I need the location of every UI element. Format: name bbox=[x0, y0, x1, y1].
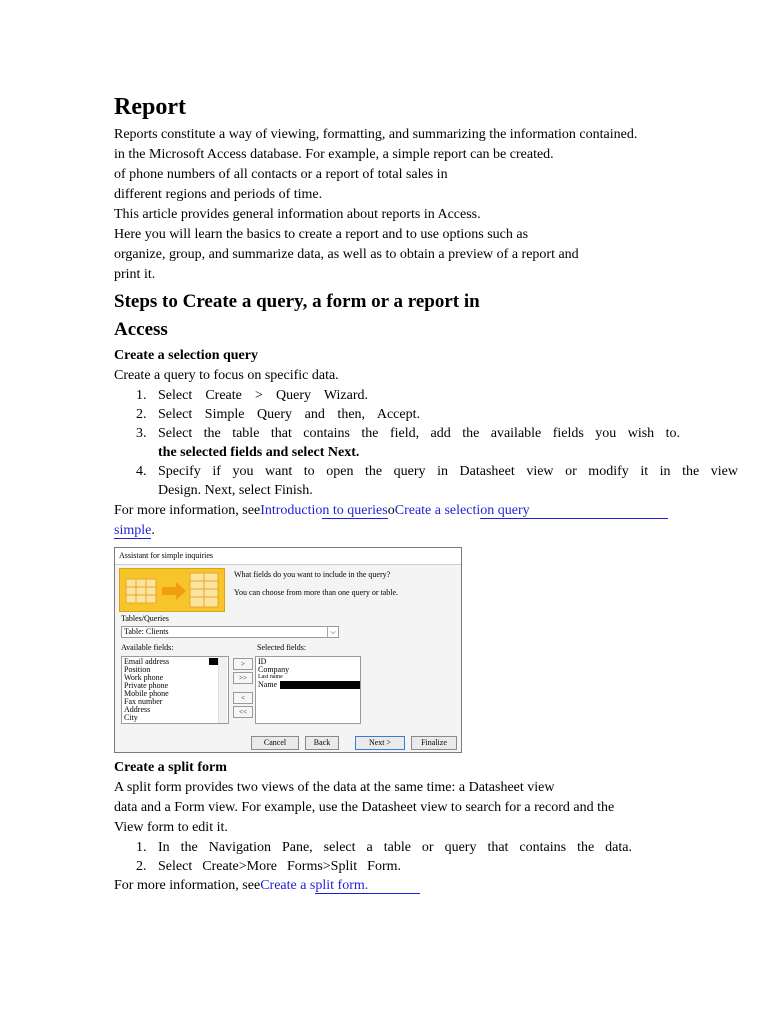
page-title: Report bbox=[114, 94, 186, 120]
split-form-intro-line: View form to edit it. bbox=[114, 820, 228, 835]
list-item[interactable]: Position bbox=[124, 665, 151, 674]
link-create-selection-query[interactable]: Create a selection query bbox=[395, 503, 668, 519]
intro-line: organize, group, and summarize data, as well as to obtain a preview of a report and bbox=[114, 247, 579, 262]
available-fields-list[interactable] bbox=[121, 656, 229, 724]
intro-line: print it. bbox=[114, 267, 156, 282]
selected-fields-label: Selected fields: bbox=[257, 643, 307, 652]
link-create-split-form[interactable]: Create a split form. bbox=[260, 878, 420, 894]
split-form-heading: Create a split form bbox=[114, 760, 227, 775]
wizard-hint: You can choose from more than one query or table. bbox=[234, 588, 399, 597]
selection-query-heading: Create a selection query bbox=[114, 348, 258, 363]
list-item[interactable]: Private phone bbox=[124, 681, 169, 690]
list-item[interactable]: City bbox=[124, 713, 138, 722]
list-item: 4. Specify if you want to open the query in Datasheet view or modify it in the view Design. Next, select Finish. bbox=[136, 464, 738, 498]
split-form-intro-line: data and a Form view. For example, use the Datasheet view to search for a record and the bbox=[114, 800, 615, 815]
link-introduction-to-queries[interactable]: Introduction to queries bbox=[260, 503, 388, 518]
split-form-more-info: For more information, seeCreate a split form. bbox=[114, 876, 740, 896]
list-item: 2. Select Create>More Forms>Split Form. bbox=[136, 859, 401, 874]
split-form-intro-line: A split form provides two views of the data at the same time: a Datasheet view bbox=[114, 780, 555, 795]
wizard-banner-icon bbox=[119, 568, 225, 612]
intro-line: of phone numbers of all contacts or a report of total sales in bbox=[114, 167, 448, 182]
list-item[interactable]: Mobile phone bbox=[124, 689, 169, 698]
remove-field-button[interactable]: < bbox=[233, 692, 253, 704]
remove-all-fields-button[interactable]: << bbox=[233, 706, 253, 718]
selected-fields-list[interactable] bbox=[255, 656, 361, 724]
selection-query-steps bbox=[114, 386, 740, 500]
document-page bbox=[114, 92, 740, 896]
list-item[interactable]: Last name bbox=[258, 674, 283, 680]
list-item: 1. In the Navigation Pane, select a table or query that contains the data. bbox=[136, 840, 632, 855]
intro-line: Here you will learn the basics to create a report and to use options such as bbox=[114, 227, 529, 242]
list-item[interactable]: Company bbox=[258, 665, 290, 674]
tables-queries-select[interactable]: Table: Clients ⌵ bbox=[121, 626, 339, 638]
intro-line: This article provides general information about reports in Access. bbox=[114, 207, 481, 222]
intro-paragraph bbox=[114, 125, 740, 285]
finalize-button[interactable]: Finalize bbox=[411, 736, 457, 750]
next-button[interactable]: Next > bbox=[355, 736, 405, 750]
selection-marker bbox=[209, 658, 218, 665]
list-item[interactable]: Work phone bbox=[124, 673, 164, 682]
steps-heading-line2: Access bbox=[114, 319, 168, 340]
more-info-line: For more information, seeIntroduction to queriesoCreate a selection query bbox=[114, 501, 740, 521]
list-item[interactable]: ID bbox=[258, 657, 267, 666]
list-item[interactable]: Email address bbox=[124, 657, 170, 666]
add-field-button[interactable]: > bbox=[233, 658, 253, 670]
scrollbar[interactable] bbox=[218, 657, 227, 723]
list-item: 1. Select Create > Query Wizard. bbox=[136, 388, 368, 403]
wizard-question: What fields do you want to include in the query? bbox=[234, 570, 391, 579]
intro-line: different regions and periods of time. bbox=[114, 187, 323, 202]
tables-queries-label: Tables/Queries bbox=[121, 614, 169, 623]
back-button[interactable]: Back bbox=[305, 736, 339, 750]
list-item[interactable]: Name bbox=[256, 681, 360, 689]
add-all-fields-button[interactable]: >> bbox=[233, 672, 253, 684]
dialog-title: Assistant for simple inquiries bbox=[115, 548, 461, 565]
chevron-down-icon[interactable]: ⌵ bbox=[327, 627, 338, 637]
list-item: 3. Select the table that contains the field, add the available fields you wish to. the selected fields and select Next. bbox=[136, 426, 680, 460]
link-simple[interactable]: simple bbox=[114, 523, 152, 538]
cancel-button[interactable]: Cancel bbox=[251, 736, 299, 750]
list-item[interactable]: Fax number bbox=[124, 697, 163, 706]
more-info-line-2: simple. bbox=[114, 523, 155, 538]
list-item: 2. Select Simple Query and then, Accept. bbox=[136, 407, 420, 422]
intro-line: in the Microsoft Access database. For example, a simple report can be created. bbox=[114, 147, 554, 162]
list-item[interactable]: Address bbox=[124, 705, 151, 714]
intro-line: Reports constitute a way of viewing, formatting, and summarizing the information contained. bbox=[114, 127, 638, 142]
selection-query-intro: Create a query to focus on specific data. bbox=[114, 368, 339, 383]
simple-query-wizard-dialog bbox=[114, 547, 462, 753]
split-form-steps bbox=[114, 838, 740, 876]
available-fields-label: Available fields: bbox=[121, 643, 174, 652]
steps-heading: Steps to Create a query, a form or a report in bbox=[114, 291, 480, 312]
